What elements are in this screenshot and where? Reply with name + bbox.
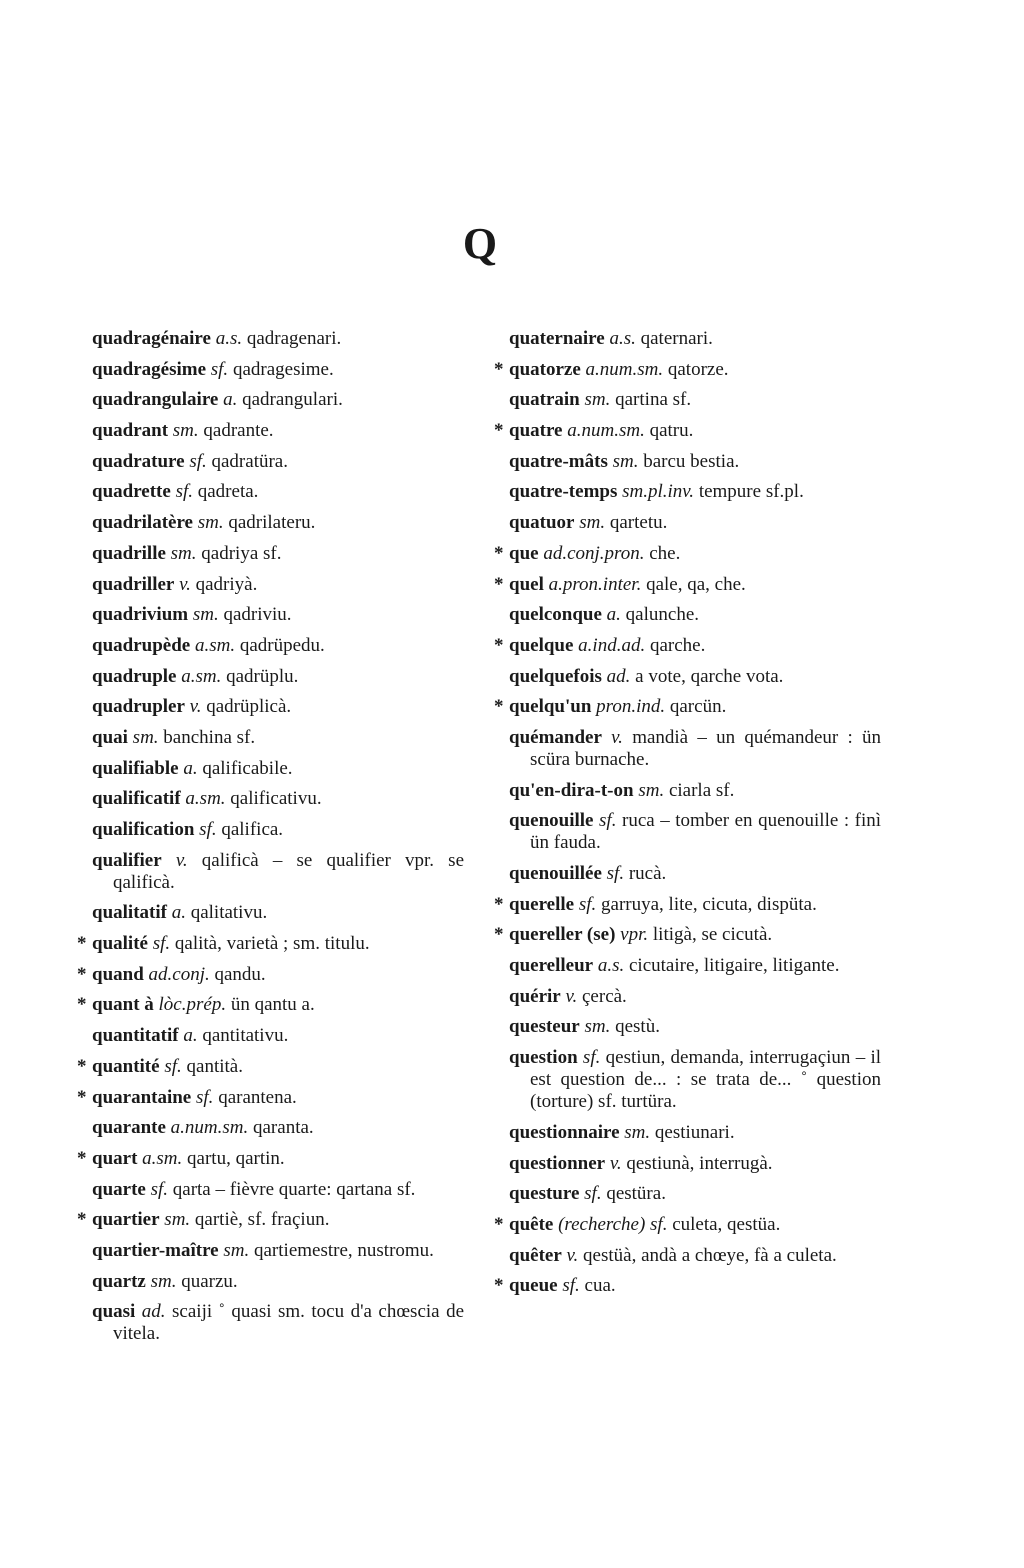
dictionary-entry [92, 604, 464, 626]
entry-definition: ruca – tomber en quenouille : finì ün fauda. [530, 810, 882, 854]
entry-definition: ün qantu a. [230, 994, 315, 1016]
dictionary-entry [494, 1213, 881, 1236]
entry-headword: quand [92, 963, 144, 985]
entry-definition: qalificabile. [202, 757, 293, 779]
entry-definition: cua. [584, 1275, 616, 1297]
entry-headword: quelconque [509, 604, 602, 626]
entry-grammar-label: sf. [199, 819, 217, 840]
dictionary-entry [494, 893, 881, 916]
entry-headword: quadrilatère [92, 512, 193, 534]
dictionary-entry [494, 542, 881, 565]
entry-headword: quadrupler [92, 696, 185, 718]
dictionary-entry [92, 902, 464, 924]
entry-grammar-label: vpr. [620, 924, 649, 946]
entry-grammar-label: sf. [606, 863, 625, 884]
entry-grammar-label: sf. [196, 1086, 214, 1108]
entry-definition: qestù. [615, 1016, 660, 1038]
frequency-star-marker: * [77, 1147, 87, 1169]
entry-definition: qalificativu. [230, 788, 322, 810]
dictionary-entry [509, 1122, 881, 1144]
frequency-star-marker: * [77, 994, 87, 1016]
entry-headword: quadragésime [92, 358, 206, 380]
entry-grammar-label: sm. [584, 389, 611, 411]
dictionary-entry [509, 955, 881, 977]
entry-headword: quel [509, 573, 544, 595]
entry-grammar-label: sf. [164, 1055, 182, 1077]
entry-definition: qaternari. [640, 328, 713, 349]
entry-headword: quadrupède [92, 634, 191, 656]
dictionary-entry [494, 924, 881, 946]
entry-definition: qale, qa, che. [646, 573, 746, 595]
entry-headword: quadriller [92, 573, 175, 595]
dictionary-entry [509, 986, 881, 1008]
entry-headword: quatrain [509, 389, 580, 411]
entry-headword: quarante [92, 1117, 166, 1139]
entry-grammar-label: v. [609, 1152, 622, 1174]
entry-definition: qestiunà, interrugà. [626, 1152, 773, 1174]
entry-grammar-label: v. [565, 985, 578, 1007]
entry-grammar-label: v. [189, 696, 202, 718]
entry-grammar-label: a.s. [609, 328, 636, 349]
dictionary-entry [92, 1271, 464, 1293]
entry-headword: qualificatif [92, 788, 181, 810]
dictionary-entry [92, 328, 464, 350]
frequency-star-marker: * [494, 420, 504, 442]
entry-definition: banchina sf. [163, 726, 256, 748]
entry-grammar-label: v. [175, 849, 188, 871]
dictionary-entry [92, 512, 464, 534]
dictionary-entry [509, 481, 881, 503]
dictionary-entry [509, 1245, 881, 1267]
entry-definition: garruya, lite, cicuta, dispüta. [601, 893, 817, 915]
entry-definition: qatorze. [667, 358, 729, 380]
dictionary-entry [494, 696, 881, 718]
entry-grammar-label: a.s. [597, 955, 625, 977]
entry-definition: qantitativu. [202, 1025, 289, 1047]
entry-headword: quadragénaire [92, 328, 211, 349]
entry-headword: questionner [509, 1152, 606, 1174]
dictionary-entry [509, 1016, 881, 1038]
frequency-star-marker: * [494, 1275, 504, 1297]
entry-grammar-label: sf. [150, 1178, 169, 1200]
entry-grammar-label: a. [171, 902, 186, 924]
entry-grammar-label: sm. [132, 726, 159, 748]
dictionary-entry [92, 481, 464, 503]
entry-headword: quartier-maître [92, 1239, 219, 1261]
entry-headword: quelque [509, 634, 574, 656]
entry-definition: qalifica. [221, 819, 284, 840]
entry-definition: qalitativu. [190, 902, 268, 924]
entry-headword: quant à [92, 994, 154, 1016]
dictionary-entry [509, 451, 881, 473]
entry-definition: barcu bestia. [643, 450, 740, 472]
dictionary-entry [509, 1047, 881, 1113]
entry-headword: questure [509, 1183, 580, 1205]
dictionary-entry [509, 604, 881, 626]
entry-headword: quérir [509, 985, 561, 1007]
entry-grammar-label: v. [566, 1244, 579, 1266]
dictionary-entry [509, 863, 881, 885]
entry-headword: questeur [509, 1016, 580, 1038]
dictionary-entry [509, 666, 881, 688]
entry-definition: tempure sf.pl. [698, 481, 804, 503]
entry-headword: qualité [92, 933, 148, 955]
entry-definition: qestiun, demanda, interrugaçiun – il est question de... : se trata de... ˚ question (torture) sf. turtüra. [530, 1047, 882, 1113]
entry-grammar-label: sm. [192, 604, 219, 626]
entry-grammar-label: sf. [582, 1047, 601, 1069]
entry-definition: qadriya sf. [201, 542, 282, 564]
entry-headword: qualification [92, 819, 195, 840]
entry-grammar-label: a.sm. [142, 1147, 183, 1169]
entry-headword: question [509, 1047, 578, 1069]
entry-grammar-label: a.num.sm. [585, 358, 664, 380]
entry-grammar-label: sm.pl.inv. [622, 481, 695, 503]
dictionary-entry [92, 389, 464, 411]
entry-headword: quartier [92, 1209, 160, 1231]
dictionary-entry [509, 389, 881, 411]
frequency-star-marker: * [77, 963, 87, 985]
dictionary-entry [77, 933, 464, 955]
dictionary-entry [509, 727, 881, 771]
entry-grammar-label: a.sm. [185, 788, 226, 810]
dictionary-entry [92, 451, 464, 473]
entry-headword: quémander [509, 726, 602, 748]
entry-headword: qualifiable [92, 757, 179, 779]
entry-definition: qartiè, sf. fraçiun. [194, 1209, 330, 1231]
entry-grammar-label: sm. [612, 450, 639, 472]
entry-grammar-label: ad.conj.pron. [543, 542, 645, 564]
entry-grammar-label: a.sm. [181, 665, 222, 687]
frequency-star-marker: * [494, 542, 504, 564]
frequency-star-marker: * [494, 634, 504, 656]
entry-definition: qarche. [649, 634, 706, 656]
entry-definition: qadrilateru. [228, 512, 316, 534]
entry-headword: questionnaire [509, 1121, 620, 1143]
entry-definition: a vote, qarche vota. [635, 665, 784, 687]
dictionary-entry [92, 420, 464, 442]
dictionary-entry [509, 512, 881, 534]
entry-definition: qalificà – se qualifier vpr. se qalificà. [113, 849, 465, 893]
entry-headword: quelqu'un [509, 696, 592, 718]
entry-definition: qadragesime. [232, 358, 334, 380]
entry-headword: quatuor [509, 512, 575, 534]
entry-headword: quadrette [92, 481, 171, 503]
entry-definition: culeta, qestüa. [672, 1213, 781, 1235]
dictionary-entry [509, 1183, 881, 1205]
entry-definition: qarcün. [669, 696, 727, 718]
entry-grammar-label: sm. [170, 542, 197, 564]
entry-definition: cicutaire, litigaire, litigante. [629, 955, 840, 977]
entry-grammar-label: v. [179, 573, 191, 595]
entry-definition: qarantena. [218, 1086, 297, 1108]
dictionary-entry [92, 819, 464, 841]
frequency-star-marker: * [77, 933, 87, 955]
entry-grammar-label: sm. [172, 420, 199, 442]
entry-definition: qadrante. [203, 420, 274, 442]
entry-definition: scaiji ˚ quasi sm. tocu d'a chœscia de vitela. [113, 1301, 465, 1345]
frequency-star-marker: * [494, 924, 504, 946]
dictionary-entry [77, 1209, 464, 1231]
dictionary-entry [92, 666, 464, 688]
dictionary-entry [92, 850, 464, 894]
dictionary-entry [77, 963, 464, 986]
entry-definition: qestiunari. [654, 1121, 735, 1143]
entry-grammar-label: v. [611, 726, 623, 748]
entry-definition: çercà. [582, 985, 627, 1007]
entry-definition: qartu, qartin. [187, 1147, 285, 1169]
dictionary-entry [92, 543, 464, 565]
entry-grammar-label: sm. [584, 1016, 611, 1038]
entry-definition: qarta – fièvre quarte: qartana sf. [172, 1178, 416, 1200]
entry-headword: quenouille [509, 810, 594, 832]
entry-grammar-label: sf. [584, 1183, 602, 1205]
entry-headword: quasi [92, 1301, 136, 1323]
entry-definition: qadreta. [197, 481, 259, 503]
frequency-star-marker: * [494, 893, 504, 915]
dictionary-entry [509, 810, 881, 854]
entry-definition: qantità. [186, 1055, 243, 1077]
entry-grammar-label: a.num.sm. [567, 420, 645, 442]
left-column [77, 328, 465, 1354]
entry-grammar-label: sf. [175, 481, 193, 503]
dictionary-entry [92, 758, 464, 780]
entry-grammar-label: sm. [223, 1239, 250, 1261]
entry-grammar-label: sm. [164, 1209, 191, 1231]
dictionary-entry [92, 1240, 464, 1262]
entry-headword: queue [509, 1275, 558, 1297]
entry-headword: quartz [92, 1270, 146, 1292]
dictionary-entry [509, 1153, 881, 1175]
entry-grammar-label: sm. [579, 512, 606, 534]
frequency-star-marker: * [494, 696, 504, 718]
entry-definition: mandià – un quémandeur : ün scüra burnache. [530, 726, 882, 770]
entry-grammar-label: sm. [150, 1270, 177, 1292]
entry-grammar-label: a.sm. [194, 634, 236, 656]
dictionary-entry [92, 1301, 464, 1345]
frequency-star-marker: * [494, 573, 504, 595]
dictionary-entry [494, 573, 881, 596]
dictionary-entry [77, 1086, 464, 1109]
entry-headword: quatorze [509, 358, 581, 380]
entry-grammar-label: a.num.sm. [170, 1117, 249, 1139]
entry-grammar-label: sf. [210, 358, 229, 380]
entry-grammar-label: sm. [197, 512, 224, 534]
entry-headword: quadrivium [92, 604, 189, 626]
entry-headword: qualitatif [92, 902, 167, 924]
entry-definition: qartina sf. [615, 389, 692, 411]
dictionary-entry [92, 1179, 464, 1201]
entry-definition: qadrangulari. [242, 389, 343, 411]
entry-definition: qandu. [214, 963, 266, 985]
entry-grammar-label: sf. [562, 1275, 580, 1297]
entry-definition: che. [649, 542, 681, 564]
dictionary-entry [92, 359, 464, 381]
entry-headword: quatre-mâts [509, 450, 608, 472]
dictionary-entry [92, 696, 464, 718]
entry-headword: que [509, 542, 539, 564]
dictionary-entry [92, 1025, 464, 1047]
entry-definition: qestüà, andà a chœye, fà a culeta. [583, 1244, 837, 1266]
entry-definition: rucà. [628, 863, 667, 884]
entry-grammar-label: sf. [189, 450, 207, 472]
entry-grammar-label: sf. [578, 893, 597, 915]
dictionary-entry [494, 1275, 881, 1297]
entry-grammar-label: pron.ind. [596, 696, 666, 718]
entry-definition: ciarla sf. [668, 779, 735, 801]
dictionary-entry [509, 780, 881, 802]
entry-definition: qadrüplicà. [206, 696, 292, 718]
dictionary-entry [494, 358, 881, 381]
frequency-star-marker: * [77, 1086, 87, 1108]
entry-grammar-label: a. [606, 604, 621, 626]
entry-definition: qadriviu. [223, 604, 292, 626]
entry-headword: quadruple [92, 665, 177, 687]
entry-grammar-label: lòc.prép. [158, 994, 227, 1016]
entry-headword: querelle [509, 893, 575, 915]
entry-headword: quantitatif [92, 1025, 179, 1047]
entry-definition: qaranta. [253, 1117, 314, 1139]
page-letter-heading: Q [462, 219, 498, 268]
entry-headword: quelquefois [509, 665, 602, 687]
entry-definition: qadragenari. [246, 328, 342, 349]
entry-definition: qatru. [649, 420, 694, 442]
entry-definition: qadratüra. [211, 450, 288, 472]
entry-headword: quête [509, 1213, 554, 1235]
entry-grammar-label: ad. [141, 1301, 166, 1323]
entry-headword: qu'en-dira-t-on [509, 779, 634, 801]
dictionary-entry [494, 634, 881, 657]
entry-grammar-label: sf. [152, 933, 171, 955]
dictionary-entry [77, 1055, 464, 1078]
entry-definition: qadriyà. [195, 573, 258, 595]
entry-grammar-label: ad. [606, 665, 631, 687]
entry-headword: quaternaire [509, 328, 605, 349]
entry-headword: quatre-temps [509, 481, 618, 503]
entry-grammar-label: a. [183, 1025, 198, 1047]
entry-headword: quereller (se) [509, 924, 616, 946]
entry-grammar-label: a. [183, 757, 198, 779]
entry-headword: quadrille [92, 542, 166, 564]
entry-grammar-label: a. [223, 389, 238, 411]
frequency-star-marker: * [77, 1209, 87, 1231]
entry-headword: quadrangulaire [92, 389, 219, 411]
entry-definition: qalunche. [625, 604, 699, 626]
frequency-star-marker: * [494, 358, 504, 380]
dictionary-entry [494, 420, 881, 442]
frequency-star-marker: * [494, 1213, 504, 1235]
dictionary-entry [92, 635, 464, 657]
entry-definition: qadrüpedu. [239, 634, 325, 656]
dictionary-entry [92, 727, 464, 749]
entry-headword: quantité [92, 1055, 160, 1077]
dictionary-entry [92, 574, 464, 596]
entry-grammar-label: sf. [599, 810, 617, 832]
entry-headword: qualifier [92, 849, 162, 871]
entry-headword: querelleur [509, 955, 594, 977]
entry-headword: quarantaine [92, 1086, 192, 1108]
right-column [494, 328, 882, 1306]
dictionary-entry [77, 1147, 464, 1170]
entry-grammar-label: a.pron.inter. [548, 573, 642, 595]
entry-definition: qartiemestre, nustromu. [254, 1239, 434, 1261]
entry-definition: qadrüplu. [226, 665, 299, 687]
entry-headword: quarte [92, 1178, 146, 1200]
entry-grammar-label: a.s. [215, 328, 243, 349]
dictionary-entry [92, 1117, 464, 1139]
entry-grammar-label: (recherche) sf. [558, 1213, 668, 1235]
dictionary-entry [92, 788, 464, 810]
entry-headword: quai [92, 726, 128, 748]
entry-definition: qalità, varietà ; sm. titulu. [174, 933, 370, 955]
entry-grammar-label: a.ind.ad. [578, 634, 646, 656]
entry-headword: quadrant [92, 420, 169, 442]
entry-definition: quarzu. [181, 1270, 238, 1292]
frequency-star-marker: * [77, 1055, 87, 1077]
entry-grammar-label: sm. [638, 779, 665, 801]
dictionary-entry [509, 328, 881, 350]
entry-grammar-label: ad.conj. [148, 963, 210, 985]
entry-headword: quatre [509, 420, 563, 442]
entry-headword: quadrature [92, 450, 185, 472]
entry-headword: quêter [509, 1244, 562, 1266]
entry-grammar-label: sm. [624, 1121, 651, 1143]
entry-definition: qestüra. [606, 1183, 666, 1205]
entry-headword: quenouillée [509, 863, 602, 884]
dictionary-entry [77, 994, 464, 1016]
entry-headword: quart [92, 1147, 138, 1169]
entry-definition: litigà, se cicutà. [652, 924, 773, 946]
entry-definition: qartetu. [609, 512, 668, 534]
